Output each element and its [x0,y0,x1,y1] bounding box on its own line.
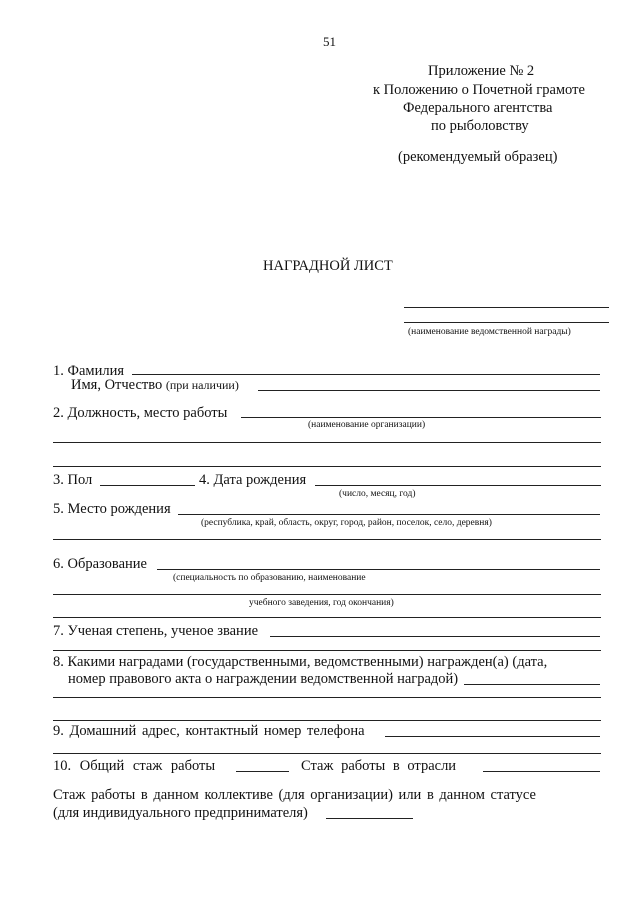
industry-experience-label: Стаж работы в отрасли [301,758,457,774]
sex-label: 3. Пол [53,472,93,488]
degree-line-2[interactable] [53,650,601,651]
education-caption-2: учебного заведения, год окончания) [249,598,394,608]
surname-line[interactable] [132,374,600,375]
total-experience-label: 10. Общий стаж работы [53,758,216,774]
appendix-line-2: к Положению о Почетной грамоте [373,82,585,98]
award-name-line-1[interactable] [404,307,609,308]
education-line-2[interactable] [53,594,601,595]
degree-label: 7. Ученая степень, ученое звание [53,623,259,639]
position-caption: (наименование организации) [308,420,426,430]
appendix-line-3: Федерального агентства [403,100,553,116]
team-experience-label-2: (для индивидуального предпринимателя) [53,805,308,821]
birth-date-line[interactable] [315,485,601,486]
page-number: 51 [323,34,336,49]
birth-date-label: 4. Дата рождения [199,472,307,488]
awards-label-line-2: номер правового акта о награждении ведомственной наградой) [68,671,459,687]
industry-experience-line[interactable] [483,771,600,772]
education-label: 6. Образование [53,556,147,572]
appendix-line-1: Приложение № 2 [428,63,535,79]
address-line-2[interactable] [53,753,601,754]
name-patronymic-note: (при наличии) [165,378,239,392]
name-patronymic-label [71,378,239,393]
education-line-3[interactable] [53,617,601,618]
degree-line[interactable] [270,636,600,637]
award-name-caption: (наименование ведомственной награды) [408,327,571,337]
education-caption-1: (специальность по образованию, наименование [173,573,366,583]
sex-line[interactable] [100,485,195,486]
awards-label-line-1: 8. Какими наградами (государственными, ведомственными) награжден(а) (дата, [53,654,548,670]
form-title: НАГРАДНОЙ ЛИСТ [263,258,393,274]
position-line-2[interactable] [53,442,601,443]
birth-place-caption: (республика, край, область, округ, город, район, поселок, село, деревня) [201,518,492,528]
awards-line-3[interactable] [53,720,601,721]
position-line-3[interactable] [53,466,601,467]
birth-place-label: 5. Место рождения [53,501,171,517]
address-label: 9. Домашний адрес, контактный номер телефона [53,723,365,739]
appendix-line-4: по рыболовству [431,118,529,134]
total-experience-line[interactable] [236,771,289,772]
team-experience-line[interactable] [326,818,413,819]
award-name-line-2[interactable] [404,322,609,323]
sample-note: (рекомендуемый образец) [398,149,558,165]
awards-line-2[interactable] [53,697,601,698]
surname-label: 1. Фамилия [53,363,124,379]
name-patronymic-line[interactable] [258,390,600,391]
team-experience-label-1: Стаж работы в данном коллективе (для организации) или в данном статусе [53,787,536,803]
education-line[interactable] [157,569,600,570]
awards-line[interactable] [464,684,600,685]
birth-place-line-2[interactable] [53,539,601,540]
birth-date-caption: (число, месяц, год) [339,489,416,499]
position-line[interactable] [241,417,601,418]
position-label: 2. Должность, место работы [53,405,228,421]
name-patronymic-text: Имя, Отчество [71,377,163,393]
address-line[interactable] [385,736,600,737]
birth-place-line[interactable] [178,514,600,515]
